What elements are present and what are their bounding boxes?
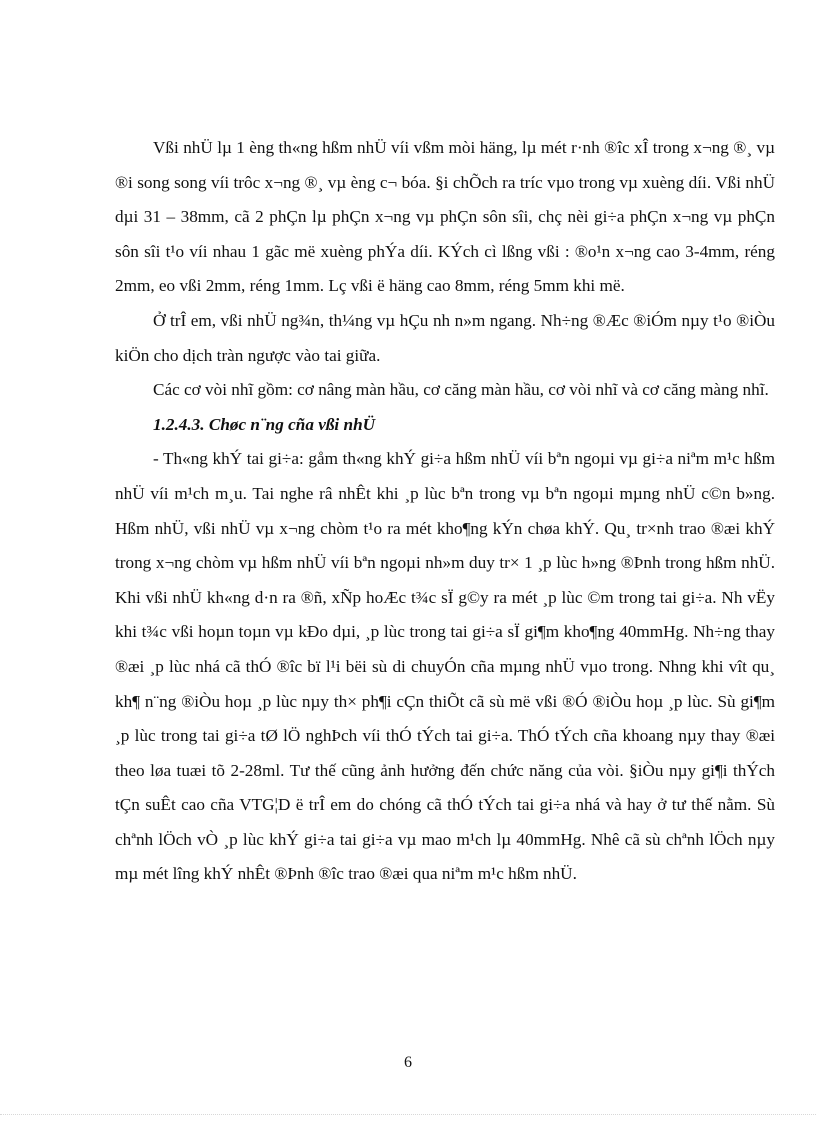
paragraph-ventilation-function: - Th«ng khÝ tai gi÷a: gåm th«ng khÝ gi÷a hßm nhÜ víi bªn ngoµi vµ gi÷a niªm m¹c hßm nhÜ víi m¹ch m¸u. Tai nghe râ nhÊt khi ¸p lùc bªn trong vµ bªn ngoµi mµng nhÜ c©n b»ng. Hßm nhÜ, vßi nhÜ vµ x¬ng chòm t¹o ra mét kho¶ng kÝn chøa khÝ. Qu¸ tr×nh trao ®æi khÝ trong x¬ng chòm vµ hßm nhÜ víi bªn ngoµi nh»m duy tr× 1 ¸p lùc h»ng ®Þnh trong hßm nhÜ. Khi vßi nhÜ kh«ng d·n ra ®ñ, xÑp hoÆc t¾c sÏ g©y ra mét ¸p lùc ©m trong tai gi÷a. Nh vËy khi t¾c vßi hoµn toµn vµ kÐo dµi, ¸p lùc trong tai gi÷a sÏ gi¶m kho¶ng 40mmHg. Nh÷ng thay ®æi ¸p lùc nhá cã thÓ ®îc bï l¹i bëi sù di chuyÓn cña mµng nhÜ vµo trong. Nhng khi vît qu¸ kh¶ n¨ng ®iÒu hoµ ¸p lùc nµy th× ph¶i cÇn thiÕt cã sù më vßi ®Ó ®iÒu hoµ ¸p lùc. Sù gi¶m ¸p lùc trong tai gi÷a tØ lÖ nghÞch víi thÓ tÝch tai gi÷a. ThÓ tÝch cña khoang nµy thay ®æi theo løa tuæi tõ 2-28ml. Tư thế cũng ảnh hưởng đến chức năng của vòi. §iÒu nµy gi¶i thÝch tÇn suÊt cao cña VTG¦D ë trÎ em do chóng cã thÓ tÝch tai gi÷a nhá và hay ở tư thế nằm. Sù chªnh lÖch vÒ ¸p lùc khÝ gi÷a tai gi÷a vµ mao m¹ch lµ 40mmHg. Nhê cã sù chªnh lÖch nµy mµ mét lîng khÝ nhÊt ®Þnh ®îc trao ®æi qua niªm m¹c hßm nhÜ.	[115, 449, 775, 884]
section-heading: 1.2.4.3. Chøc n¨ng cña vßi nhÜ	[153, 414, 376, 434]
bottom-divider	[0, 1114, 816, 1115]
paragraph-tube-muscles: Các cơ vòi nhĩ gồm: cơ nâng màn hầu, cơ căng màn hầu, cơ vòi nhĩ và cơ căng màng nhĩ.	[153, 380, 769, 400]
paragraph-children-tube: Ở trÎ em, vßi nhÜ ng¾n, th¼ng vµ hÇu nh n»m ngang. Nh÷ng ®Æc ®iÓm nµy t¹o ®iÒu kiÖn cho dịch tràn ngược vào tai giữa.	[115, 310, 775, 365]
page-number: 6	[404, 1054, 412, 1071]
page-body	[115, 131, 775, 892]
paragraph-eustachian-anatomy: Vßi nhÜ lµ 1 èng th«ng hßm nhÜ víi vßm mòi häng, lµ mét r·nh ®îc xÎ trong x¬ng ®¸ vµ ®i song song víi trôc x¬ng ®¸ vµ èng c¬ bóa. §i chÕch ra tríc vµo trong vµ xuèng díi. Vßi nhÜ dµi 31 – 38mm, cã 2 phÇn lµ phÇn x¬ng vµ phÇn sôn sîi, chç nèi gi÷a phÇn x¬ng vµ phÇn sôn sîi t¹o víi nhau 1 gãc më xuèng phÝa díi. KÝch cì lßng vßi : ®o¹n x¬ng cao 3-4mm, réng 2mm, eo vßi 2mm, réng 1mm. Lç vßi ë häng cao 8mm, réng 5mm khi më.	[115, 138, 775, 296]
